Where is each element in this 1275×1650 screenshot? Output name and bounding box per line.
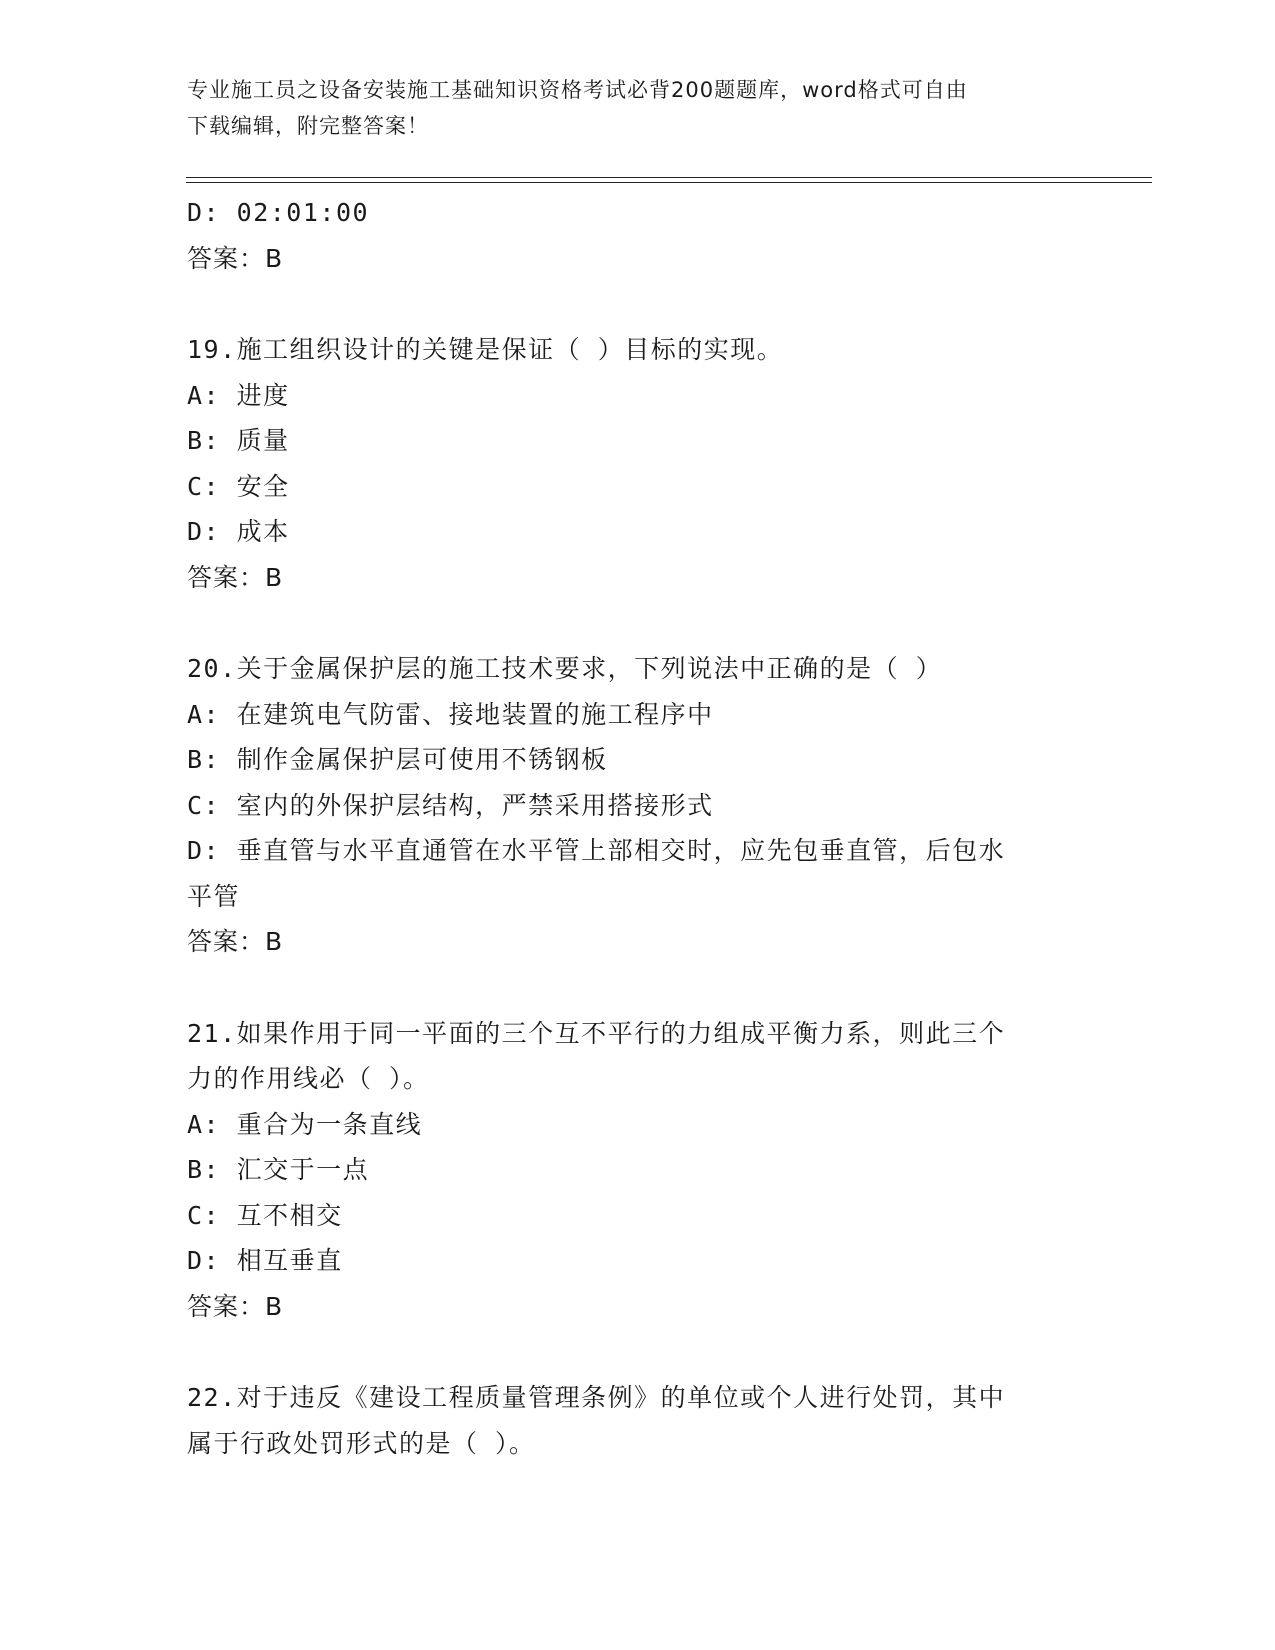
q21-option-a: A: 重合为一条直线 — [187, 1109, 423, 1139]
document-header — [187, 72, 1067, 144]
q19-option-a: A: 进度 — [187, 380, 290, 410]
question-22 — [187, 1375, 1087, 1466]
q20-option-d-cont: 平管 — [187, 881, 241, 911]
question-20 — [187, 646, 1087, 965]
spacer — [187, 1329, 1087, 1375]
q20-stem: 20.关于金属保护层的施工技术要求，下列说法中正确的是（ ） — [187, 654, 943, 683]
question-19 — [187, 327, 1087, 600]
q20-option-d: D: 垂直管与水平直通管在水平管上部相交时，应先包垂直管，后包水 — [187, 836, 1006, 865]
q19-answer: 答案：B — [187, 562, 284, 592]
q18-answer: 答案：B — [187, 243, 284, 273]
q20-answer: 答案：B — [187, 927, 284, 956]
q22-stem-cont: 属于行政处罚形式的是（ ）。 — [187, 1428, 536, 1458]
q20-option-c: C: 室内的外保护层结构，严禁采用搭接形式 — [187, 790, 714, 820]
header-divider-top — [186, 177, 1152, 178]
spacer — [187, 600, 1087, 646]
q19-stem: 19.施工组织设计的关键是保证（ ）目标的实现。 — [187, 335, 784, 364]
q20-option-b: B: 制作金属保护层可使用不锈钢板 — [187, 745, 608, 774]
q21-stem: 21.如果作用于同一平面的三个互不平行的力组成平衡力系，则此三个 — [187, 1018, 1006, 1048]
q21-answer: 答案：B — [187, 1291, 284, 1321]
q21-stem-cont: 力的作用线必（ ）。 — [187, 1064, 430, 1093]
spacer — [187, 281, 1087, 327]
spacer — [187, 965, 1087, 1011]
q19-option-d: D: 成本 — [187, 517, 290, 546]
q19-option-b: B: 质量 — [187, 426, 290, 455]
q21-option-d: D: 相互垂直 — [187, 1246, 343, 1275]
document-body — [187, 190, 1087, 1466]
q21-option-c: C: 互不相交 — [187, 1200, 343, 1230]
header-title-line-1: 专业施工员之设备安装施工基础知识资格考试必背200题题库，word格式可自由 — [187, 78, 968, 102]
question-21 — [187, 1011, 1087, 1330]
q19-option-c: C: 安全 — [187, 471, 290, 501]
header-title-line-2: 下载编辑，附完整答案！ — [187, 114, 429, 138]
q20-option-a: A: 在建筑电气防雷、接地装置的施工程序中 — [187, 699, 714, 729]
q22-stem: 22.对于违反《建设工程质量管理条例》的单位或个人进行处罚，其中 — [187, 1383, 1006, 1412]
q18-option-d: D: 02:01:00 — [187, 198, 370, 227]
header-divider-bottom — [186, 182, 1152, 183]
q21-option-b: B: 汇交于一点 — [187, 1155, 370, 1184]
